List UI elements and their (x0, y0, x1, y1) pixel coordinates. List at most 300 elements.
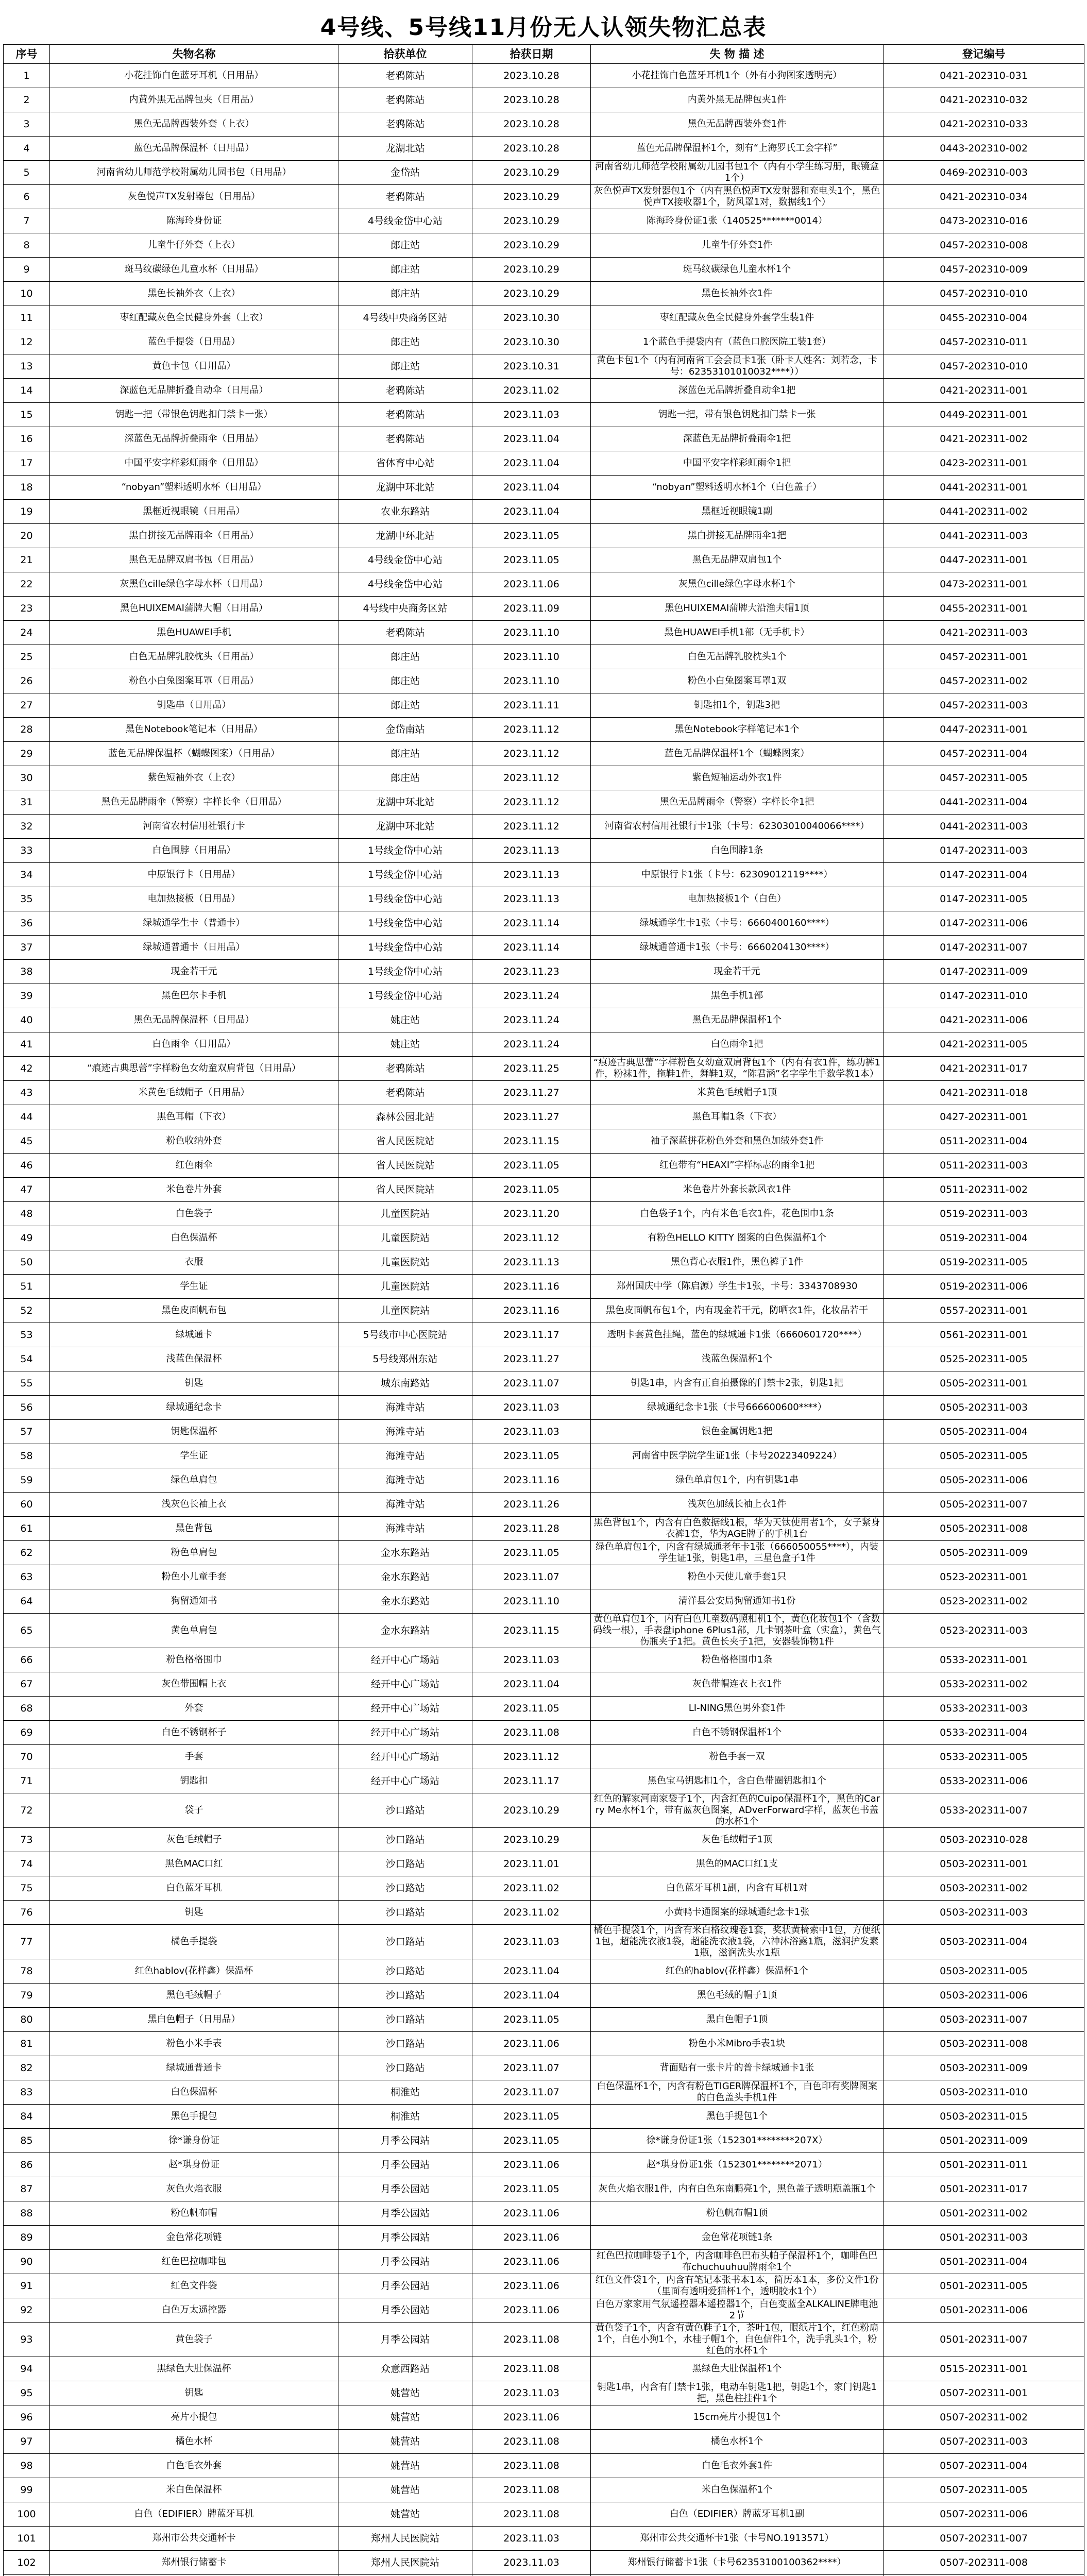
description-cell: 白色万家家用气氛遥控器本遥控器1个，白色变蓝全ALKALINE牌电池2节 (591, 2298, 884, 2323)
index-cell: 82 (4, 2056, 50, 2080)
index-cell: 38 (4, 960, 50, 984)
item-name-cell: 学生证 (50, 1444, 338, 1468)
description-cell: 粉色帆布帽1顶 (591, 2201, 884, 2226)
index-cell: 61 (4, 1517, 50, 1541)
item-name-cell: 亮片小提包 (50, 2405, 338, 2430)
found-date-cell: 2023.11.03 (472, 403, 591, 427)
index-cell: 37 (4, 936, 50, 960)
registration-no-cell: 0503-202311-010 (884, 2080, 1084, 2105)
registration-no-cell: 0533-202311-001 (884, 1648, 1084, 1672)
found-date-cell: 2023.11.08 (472, 2430, 591, 2454)
index-cell: 50 (4, 1250, 50, 1275)
index-cell: 58 (4, 1444, 50, 1468)
found-date-cell: 2023.11.16 (472, 1275, 591, 1299)
found-date-cell: 2023.11.07 (472, 2080, 591, 2105)
found-unit-cell: 郎庄站 (338, 258, 472, 282)
description-cell: 蓝色无品牌保温杯1个（蝴蝶图案） (591, 742, 884, 766)
description-cell: 黑色无品牌保温杯1个 (591, 1008, 884, 1032)
item-name-cell: 黑色无品牌雨伞（警察）字样长伞（日用品） (50, 790, 338, 815)
found-unit-cell: 老鸦陈站 (338, 379, 472, 403)
found-unit-cell: 4号线金岱中心站 (338, 572, 472, 597)
registration-no-cell: 0421-202311-017 (884, 1057, 1084, 1081)
registration-no-cell: 0533-202311-002 (884, 1672, 1084, 1697)
description-cell: “痕迹古典思蕾”字样粉色女幼童双肩背包1个（内有有衣1件，练功裤1件，粉袜1件，拖鞋1件，舞鞋1双，“陈君涵”名字学生手数学教1本） (591, 1057, 884, 1081)
table-row (4, 1517, 1084, 1541)
description-cell: 粉色小米Mibro手表1块 (591, 2032, 884, 2056)
found-unit-cell: 沙口路站 (338, 1984, 472, 2008)
registration-no-cell: 0441-202311-001 (884, 476, 1084, 500)
item-name-cell: 黑色HUAWEI手机 (50, 621, 338, 645)
found-unit-cell: 郎庄站 (338, 669, 472, 693)
found-date-cell: 2023.11.12 (472, 742, 591, 766)
description-cell: 米黄色毛绒帽子1顶 (591, 1081, 884, 1105)
found-unit-cell: 郑州人民医院站 (338, 2551, 472, 2575)
item-name-cell: 钥匙串（日用品） (50, 693, 338, 718)
item-name-cell: 米白色保温杯 (50, 2478, 338, 2502)
table-row (4, 2274, 1084, 2298)
found-unit-cell: 经开中心广场站 (338, 1672, 472, 1697)
found-date-cell: 2023.11.13 (472, 839, 591, 863)
table-row (4, 2250, 1084, 2274)
item-name-cell: 黑色手提包 (50, 2105, 338, 2129)
found-unit-cell: 月季公园站 (338, 2298, 472, 2323)
table-row (4, 1901, 1084, 1925)
table-row (4, 306, 1084, 330)
table-row (4, 1347, 1084, 1371)
registration-no-cell: 0523-202311-003 (884, 1614, 1084, 1648)
description-cell: 白色围脖1条 (591, 839, 884, 863)
index-cell: 79 (4, 1984, 50, 2008)
description-cell: 灰黑色cille绿色字母水杯1个 (591, 572, 884, 597)
item-name-cell: 白色（EDIFIER）牌蓝牙耳机 (50, 2502, 338, 2527)
table-row (4, 2454, 1084, 2478)
found-unit-cell: 月季公园站 (338, 2201, 472, 2226)
found-unit-cell: 桐淮站 (338, 2105, 472, 2129)
description-cell: 绿城通纪念卡1张（卡号666600600****） (591, 1396, 884, 1420)
description-cell: 黑色的MAC口红1支 (591, 1852, 884, 1876)
item-name-cell: 粉色单肩包 (50, 1541, 338, 1565)
description-cell: 清洋县公安局狗留通知书1份 (591, 1589, 884, 1614)
table-row (4, 1178, 1084, 1202)
found-unit-cell: 老鸦陈站 (338, 112, 472, 137)
table-row (4, 2357, 1084, 2381)
found-unit-cell: 儿童医院站 (338, 1275, 472, 1299)
found-date-cell: 2023.11.01 (472, 1852, 591, 1876)
item-name-cell: 陈海玲身份证 (50, 209, 338, 233)
found-date-cell: 2023.11.03 (472, 1925, 591, 1959)
index-cell: 77 (4, 1925, 50, 1959)
found-unit-cell: 沙口路站 (338, 1901, 472, 1925)
index-cell: 74 (4, 1852, 50, 1876)
found-unit-cell: 沙口路站 (338, 1959, 472, 1984)
found-date-cell: 2023.10.29 (472, 185, 591, 209)
description-cell: 枣红配藏灰色全民健身外套学生装1件 (591, 306, 884, 330)
found-date-cell: 2023.11.06 (472, 572, 591, 597)
table-row (4, 282, 1084, 306)
description-cell: 透明卡套黄色挂绳，蓝色的绿城通卡1张（6660601720****） (591, 1323, 884, 1347)
index-cell: 6 (4, 185, 50, 209)
registration-no-cell: 0449-202311-001 (884, 403, 1084, 427)
description-cell: 现金若干元 (591, 960, 884, 984)
found-unit-cell: 金水东路站 (338, 1589, 472, 1614)
index-cell: 91 (4, 2274, 50, 2298)
item-name-cell: 粉色小儿童手套 (50, 1565, 338, 1589)
header-cell-index: 序号 (4, 45, 50, 64)
found-unit-cell: 1号线金岱中心站 (338, 911, 472, 936)
found-unit-cell: 郎庄站 (338, 693, 472, 718)
table-row (4, 1226, 1084, 1250)
table-row (4, 2201, 1084, 2226)
item-name-cell: 郑州市公共交通杯卡 (50, 2527, 338, 2551)
item-name-cell: 钥匙保温杯 (50, 1420, 338, 1444)
index-cell: 64 (4, 1589, 50, 1614)
item-name-cell: 蓝色无品牌保温杯（日用品） (50, 137, 338, 161)
item-name-cell: 黑白拼接无品牌雨伞（日用品） (50, 524, 338, 548)
registration-no-cell: 0523-202311-001 (884, 1565, 1084, 1589)
found-date-cell: 2023.11.26 (472, 1493, 591, 1517)
index-cell: 97 (4, 2430, 50, 2454)
index-cell: 17 (4, 451, 50, 476)
index-cell: 14 (4, 379, 50, 403)
found-unit-cell: 省体育中心站 (338, 451, 472, 476)
registration-no-cell: 0561-202311-001 (884, 1323, 1084, 1347)
table-row (4, 88, 1084, 112)
table-row (4, 766, 1084, 790)
description-cell: 米色卷片外套长款风衣1件 (591, 1178, 884, 1202)
found-unit-cell: 龙湖中环北站 (338, 476, 472, 500)
registration-no-cell: 0455-202310-004 (884, 306, 1084, 330)
found-unit-cell: 海滩寺站 (338, 1468, 472, 1493)
table-row (4, 984, 1084, 1008)
item-name-cell: “nobyan”塑料透明水杯（日用品） (50, 476, 338, 500)
index-cell: 4 (4, 137, 50, 161)
found-unit-cell: 老鸦陈站 (338, 88, 472, 112)
index-cell: 56 (4, 1396, 50, 1420)
item-name-cell: 中国平安字样彩虹雨伞（日用品） (50, 451, 338, 476)
description-cell: 粉色小天使儿童手套1只 (591, 1565, 884, 1589)
table-row (4, 1202, 1084, 1226)
index-cell: 22 (4, 572, 50, 597)
table-row (4, 403, 1084, 427)
registration-no-cell: 0511-202311-003 (884, 1154, 1084, 1178)
registration-no-cell: 0147-202311-004 (884, 863, 1084, 887)
found-unit-cell: 经开中心广场站 (338, 1648, 472, 1672)
found-unit-cell: 沙口路站 (338, 1876, 472, 1901)
registration-no-cell: 0503-202310-028 (884, 1828, 1084, 1852)
table-row (4, 1565, 1084, 1589)
index-cell: 49 (4, 1226, 50, 1250)
description-cell: 郑州市公共交通杯卡1张（卡号NO.1913571） (591, 2527, 884, 2551)
found-unit-cell: 郎庄站 (338, 233, 472, 258)
registration-no-cell: 0501-202311-005 (884, 2274, 1084, 2298)
item-name-cell: 黑色Notebook笔记本（日用品） (50, 718, 338, 742)
found-date-cell: 2023.11.09 (472, 597, 591, 621)
index-cell: 68 (4, 1697, 50, 1721)
found-unit-cell: 姚营站 (338, 2381, 472, 2405)
found-date-cell: 2023.10.29 (472, 233, 591, 258)
registration-no-cell: 0507-202311-008 (884, 2551, 1084, 2575)
found-date-cell: 2023.11.10 (472, 621, 591, 645)
registration-no-cell: 0457-202310-010 (884, 282, 1084, 306)
found-date-cell: 2023.11.06 (472, 2153, 591, 2177)
found-date-cell: 2023.11.06 (472, 2032, 591, 2056)
description-cell: 绿城通学生卡1张（卡号：6660400160****） (591, 911, 884, 936)
found-unit-cell: 郎庄站 (338, 645, 472, 669)
found-date-cell: 2023.11.08 (472, 1721, 591, 1745)
found-date-cell: 2023.11.15 (472, 1614, 591, 1648)
found-unit-cell: 月季公园站 (338, 2153, 472, 2177)
found-date-cell: 2023.11.16 (472, 1299, 591, 1323)
found-unit-cell: 儿童医院站 (338, 1226, 472, 1250)
index-cell: 52 (4, 1299, 50, 1323)
found-unit-cell: 姚庄站 (338, 1008, 472, 1032)
item-name-cell: 白色不锈钢杯子 (50, 1721, 338, 1745)
found-unit-cell: 金岱南站 (338, 718, 472, 742)
found-date-cell: 2023.11.03 (472, 1648, 591, 1672)
registration-no-cell: 0503-202311-004 (884, 1925, 1084, 1959)
found-unit-cell: 月季公园站 (338, 2226, 472, 2250)
found-unit-cell: 老鸦陈站 (338, 64, 472, 88)
index-cell: 63 (4, 1565, 50, 1589)
found-unit-cell: 姚营站 (338, 2502, 472, 2527)
description-cell: 米白色保温杯1个 (591, 2478, 884, 2502)
found-date-cell: 2023.11.27 (472, 1105, 591, 1129)
registration-no-cell: 0505-202311-001 (884, 1371, 1084, 1396)
table-row (4, 354, 1084, 379)
description-cell: 黑绿色大肚保温杯1个 (591, 2357, 884, 2381)
found-unit-cell: 4号线中央商务区站 (338, 306, 472, 330)
found-unit-cell: 儿童医院站 (338, 1202, 472, 1226)
item-name-cell: 河南省农村信用社银行卡 (50, 815, 338, 839)
found-date-cell: 2023.11.07 (472, 2056, 591, 2080)
found-date-cell: 2023.11.12 (472, 1745, 591, 1769)
description-cell: 红色带有“HEAXI”字样标志的雨伞1把 (591, 1154, 884, 1178)
item-name-cell: 黑框近视眼镜（日用品） (50, 500, 338, 524)
table-row (4, 1984, 1084, 2008)
found-date-cell: 2023.10.28 (472, 64, 591, 88)
registration-no-cell: 0519-202311-004 (884, 1226, 1084, 1250)
found-date-cell: 2023.10.29 (472, 1828, 591, 1852)
index-cell: 59 (4, 1468, 50, 1493)
description-cell: 红色的解家河南家袋子1个，内含红色的Cuipo保温杯1个，黑色的Carry Me水杯1个，带有蓝灰色图案，ADverForward字样，蓝灰色书盖的水杯1个 (591, 1793, 884, 1828)
table-row (4, 2153, 1084, 2177)
found-date-cell: 2023.11.10 (472, 1589, 591, 1614)
item-name-cell: 袋子 (50, 1793, 338, 1828)
index-cell: 87 (4, 2177, 50, 2201)
table-row (4, 2056, 1084, 2080)
found-date-cell: 2023.11.04 (472, 427, 591, 451)
registration-no-cell: 0519-202311-003 (884, 1202, 1084, 1226)
table-row (4, 161, 1084, 185)
found-date-cell: 2023.10.29 (472, 258, 591, 282)
item-name-cell: 黑色巴尔卡手机 (50, 984, 338, 1008)
index-cell: 46 (4, 1154, 50, 1178)
registration-no-cell: 0503-202311-005 (884, 1959, 1084, 1984)
found-date-cell: 2023.11.08 (472, 2478, 591, 2502)
description-cell: 小花挂饰白色蓝牙耳机1个（外有小狗图案透明壳） (591, 64, 884, 88)
found-date-cell: 2023.11.17 (472, 1769, 591, 1793)
registration-no-cell: 0447-202311-001 (884, 548, 1084, 572)
table-row (4, 742, 1084, 766)
found-date-cell: 2023.11.08 (472, 2454, 591, 2478)
item-name-cell: 小花挂饰白色蓝牙耳机（日用品） (50, 64, 338, 88)
found-date-cell: 2023.10.28 (472, 88, 591, 112)
table-row (4, 1493, 1084, 1517)
found-unit-cell: 海滩寺站 (338, 1493, 472, 1517)
item-name-cell: 白色万太遥控器 (50, 2298, 338, 2323)
found-unit-cell: 老鸦陈站 (338, 403, 472, 427)
description-cell: 1个蓝色手提袋内有（蓝色口腔医院工装1套） (591, 330, 884, 354)
index-cell: 29 (4, 742, 50, 766)
index-cell: 80 (4, 2008, 50, 2032)
index-cell: 78 (4, 1959, 50, 1984)
index-cell: 67 (4, 1672, 50, 1697)
table-row (4, 185, 1084, 209)
index-cell: 35 (4, 887, 50, 911)
registration-no-cell: 0505-202311-006 (884, 1468, 1084, 1493)
description-cell: 电加热接板1个（白色） (591, 887, 884, 911)
found-date-cell: 2023.11.04 (472, 1672, 591, 1697)
index-cell: 2 (4, 88, 50, 112)
header-cell-registration-no: 登记编号 (884, 45, 1084, 64)
index-cell: 83 (4, 2080, 50, 2105)
description-cell: 河南省农村信用社银行卡1张（卡号：62303010040066****） (591, 815, 884, 839)
item-name-cell: 深蓝色无品牌折叠自动伞（日用品） (50, 379, 338, 403)
found-date-cell: 2023.11.12 (472, 1226, 591, 1250)
registration-no-cell: 0515-202311-001 (884, 2357, 1084, 2381)
item-name-cell: 钥匙扣 (50, 1769, 338, 1793)
header-row (4, 45, 1084, 64)
table-row (4, 2105, 1084, 2129)
found-date-cell: 2023.10.30 (472, 306, 591, 330)
item-name-cell: 白色雨伞（日用品） (50, 1032, 338, 1057)
index-cell: 45 (4, 1129, 50, 1154)
item-name-cell: 黑绿色大肚保温杯 (50, 2357, 338, 2381)
found-unit-cell: 农业东路站 (338, 500, 472, 524)
index-cell: 57 (4, 1420, 50, 1444)
table-row (4, 2502, 1084, 2527)
table-row (4, 2551, 1084, 2575)
found-date-cell: 2023.10.31 (472, 354, 591, 379)
index-cell: 30 (4, 766, 50, 790)
table-row (4, 2478, 1084, 2502)
registration-no-cell: 0501-202311-004 (884, 2250, 1084, 2274)
found-date-cell: 2023.11.03 (472, 2551, 591, 2575)
table-row (4, 1697, 1084, 1721)
header-cell-found-date: 拾获日期 (472, 45, 591, 64)
registration-no-cell: 0505-202311-007 (884, 1493, 1084, 1517)
table-row (4, 112, 1084, 137)
registration-no-cell: 0525-202311-005 (884, 1347, 1084, 1371)
table-row (4, 790, 1084, 815)
table-row (4, 863, 1084, 887)
index-cell: 15 (4, 403, 50, 427)
index-cell: 71 (4, 1769, 50, 1793)
found-date-cell: 2023.11.03 (472, 2527, 591, 2551)
item-name-cell: 金色常花项链 (50, 2226, 338, 2250)
found-date-cell: 2023.11.27 (472, 1347, 591, 1371)
table-row (4, 815, 1084, 839)
index-cell: 28 (4, 718, 50, 742)
index-cell: 18 (4, 476, 50, 500)
found-date-cell: 2023.10.28 (472, 112, 591, 137)
found-unit-cell: 龙湖中环北站 (338, 524, 472, 548)
found-date-cell: 2023.11.15 (472, 1129, 591, 1154)
index-cell: 60 (4, 1493, 50, 1517)
index-cell: 102 (4, 2551, 50, 2575)
registration-no-cell: 0473-202311-001 (884, 572, 1084, 597)
description-cell: 白色不锈钢保温杯1个 (591, 1721, 884, 1745)
found-date-cell: 2023.11.14 (472, 911, 591, 936)
found-date-cell: 2023.10.30 (472, 330, 591, 354)
found-unit-cell: 月季公园站 (338, 2323, 472, 2357)
table-row (4, 1925, 1084, 1959)
registration-no-cell: 0507-202311-003 (884, 2430, 1084, 2454)
description-cell: 黑色无品牌西装外套1件 (591, 112, 884, 137)
table-row (4, 1396, 1084, 1420)
index-cell: 19 (4, 500, 50, 524)
table-row (4, 1444, 1084, 1468)
item-name-cell: 衣服 (50, 1250, 338, 1275)
registration-no-cell: 0457-202311-005 (884, 766, 1084, 790)
found-unit-cell: 郎庄站 (338, 354, 472, 379)
item-name-cell: 灰黑色cille绿色字母水杯（日用品） (50, 572, 338, 597)
table-row (4, 960, 1084, 984)
description-cell: 银色金属钥匙1把 (591, 1420, 884, 1444)
found-unit-cell: 省人民医院站 (338, 1154, 472, 1178)
found-unit-cell: 4号线金岱中心站 (338, 209, 472, 233)
table-row (4, 1876, 1084, 1901)
description-cell: 浅灰色加绒长袖上衣1件 (591, 1493, 884, 1517)
found-date-cell: 2023.11.08 (472, 2323, 591, 2357)
found-unit-cell: 姚营站 (338, 2405, 472, 2430)
description-cell: 小黄鸭卡通图案的绿城通纪念卡1张 (591, 1901, 884, 1925)
found-unit-cell: 沙口路站 (338, 1852, 472, 1876)
index-cell: 54 (4, 1347, 50, 1371)
registration-no-cell: 0507-202311-001 (884, 2381, 1084, 2405)
header-cell-found-unit: 拾获单位 (338, 45, 472, 64)
registration-no-cell: 0511-202311-002 (884, 1178, 1084, 1202)
description-cell: 灰色毛绒帽子1顶 (591, 1828, 884, 1852)
table-row (4, 1468, 1084, 1493)
found-unit-cell: 老鸦陈站 (338, 427, 472, 451)
table-row (4, 451, 1084, 476)
index-cell: 70 (4, 1745, 50, 1769)
found-unit-cell: 老鸦陈站 (338, 621, 472, 645)
registration-no-cell: 0473-202310-016 (884, 209, 1084, 233)
found-date-cell: 2023.11.03 (472, 1420, 591, 1444)
found-unit-cell: 沙口路站 (338, 1828, 472, 1852)
description-cell: 金色常花项链1条 (591, 2226, 884, 2250)
found-unit-cell: 郎庄站 (338, 766, 472, 790)
found-date-cell: 2023.11.24 (472, 1008, 591, 1032)
registration-no-cell: 0503-202311-006 (884, 1984, 1084, 2008)
registration-no-cell: 0147-202311-009 (884, 960, 1084, 984)
registration-no-cell: 0557-202311-001 (884, 1299, 1084, 1323)
description-cell: 15cm亮片小提包1个 (591, 2405, 884, 2430)
found-date-cell: 2023.11.10 (472, 645, 591, 669)
header-cell-item-name: 失物名称 (50, 45, 338, 64)
registration-no-cell: 0503-202311-007 (884, 2008, 1084, 2032)
registration-no-cell: 0457-202310-011 (884, 330, 1084, 354)
description-cell: 绿城通普通卡1张（卡号：6660204130****） (591, 936, 884, 960)
found-date-cell: 2023.11.08 (472, 2357, 591, 2381)
item-name-cell: 绿城通普通卡（日用品） (50, 936, 338, 960)
table-row (4, 1057, 1084, 1081)
item-name-cell: 粉色小米手表 (50, 2032, 338, 2056)
description-cell: 白色蓝牙耳机1副，内含有耳机1对 (591, 1876, 884, 1901)
found-date-cell: 2023.11.02 (472, 1876, 591, 1901)
